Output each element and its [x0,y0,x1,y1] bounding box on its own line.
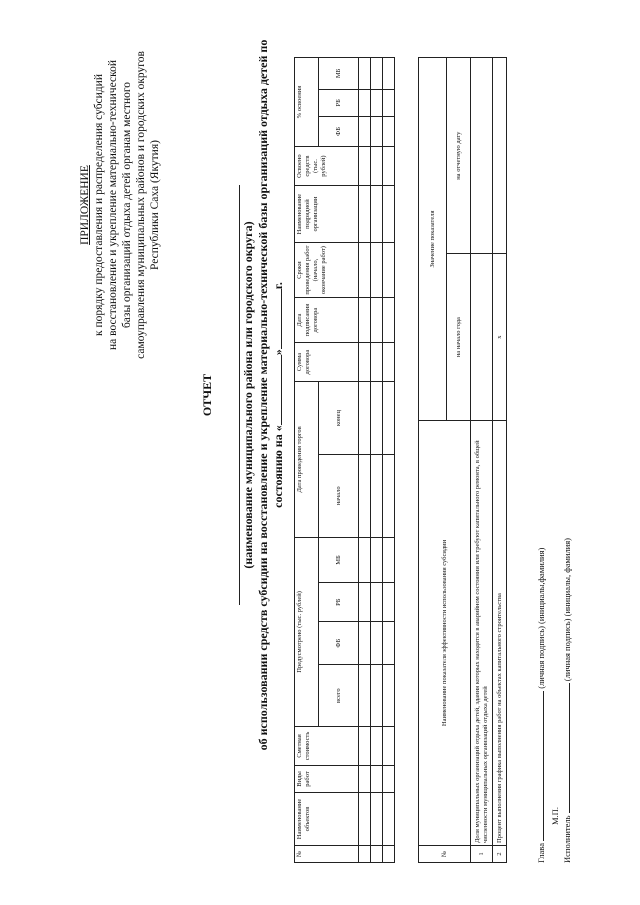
col-estimate: Сметная стоимость [295,727,359,766]
col-contractor: Наименование подрядной организации [295,186,359,243]
col-contract-sum: Сумма договора [295,343,359,382]
table-row [371,58,383,863]
sub-mb: МБ [319,537,359,583]
sub-fb-percent: ФБ [319,116,359,146]
appendix-line-4: самоуправления муниципальных районов и городских округов [135,51,147,359]
efficiency-table [418,57,507,863]
executor-label: Исполнитель [562,815,572,863]
t2-col-value: Значение показателя [419,58,447,421]
table-row: 1 Доля муниципальных организаций отдыха детей, здания которых находятся в аварийном состоянии или требуют капитального ремонта, в общей численности муниципальных организаций отдыха детей [471,58,493,863]
report-subject-2: состоянию на «»г. [271,282,285,508]
municipality-line [239,185,240,605]
signature-block [536,163,576,863]
appendix-line-5: Республики Саха (Якутия) [149,140,161,270]
subsidy-table [294,57,395,863]
appendix-line-2: на восстановление и укрепление материально-технической [107,60,119,351]
t2-col-indicator: Наименование показателя эффективности использования субсидии [419,421,471,846]
appendix-line-3: базы организаций отдыха детей органам местного [121,81,133,329]
executor-signature-line [569,683,570,813]
t2-year-start: на начало года [447,254,471,421]
executor-caption: (личная подпись) (инициалы, фамилия) [562,538,572,682]
col-spent: Освоено средств (тыс. рублей) [295,147,359,186]
head-caption: (личная подпись) (инициалы,фамилия) [536,547,546,689]
appendix-line-1: к порядку предоставления и распределения субсидий [93,74,105,336]
head-signature-line [543,691,544,841]
stamp-label: М.П. [550,807,560,825]
col-num: № [295,846,359,863]
col-work-types: Виды работ [295,766,359,793]
t2-report-date: на отчетную дату [447,58,471,254]
report-block [200,35,286,755]
report-title: ОТЧЕТ [200,373,214,417]
sub-end: конец [319,382,359,455]
col-contract-date: Дата подписания договора [295,298,359,343]
sub-rb: РБ [319,583,359,622]
table-row: 2 Процент выполнения графика выполнения работ на объектах капитального строительства х [493,58,507,863]
appendix-title: ПРИЛОЖЕНИЕ [79,165,91,245]
head-label: Глава [536,843,546,863]
report-subject-1: об использовании средств субсидии на восстановление и укрепление материально-технической базы организаций отдыха детей по [256,39,270,751]
sub-mb-percent: МБ [319,58,359,90]
table-row [383,58,395,863]
municipality-placeholder: (наименование муниципального района или городского округа) [241,221,255,569]
col-percent: % освоения [295,58,319,147]
sub-rb-percent: РБ [319,89,359,116]
t2-col-num: № [419,846,471,863]
col-planned: Предусмотрено (тыс. рублей) [295,537,319,726]
table-row [359,58,371,863]
appendix-block [78,25,162,385]
sub-fb: ФБ [319,622,359,665]
col-work-dates: Сроки проведения работ (начало, окончание работ) [295,243,359,298]
sub-total: всего [319,665,359,727]
col-bidding-dates: Дата проведения торгов [295,382,319,538]
col-object-name: Наименование объектов [295,793,359,846]
sub-start: начало [319,454,359,537]
